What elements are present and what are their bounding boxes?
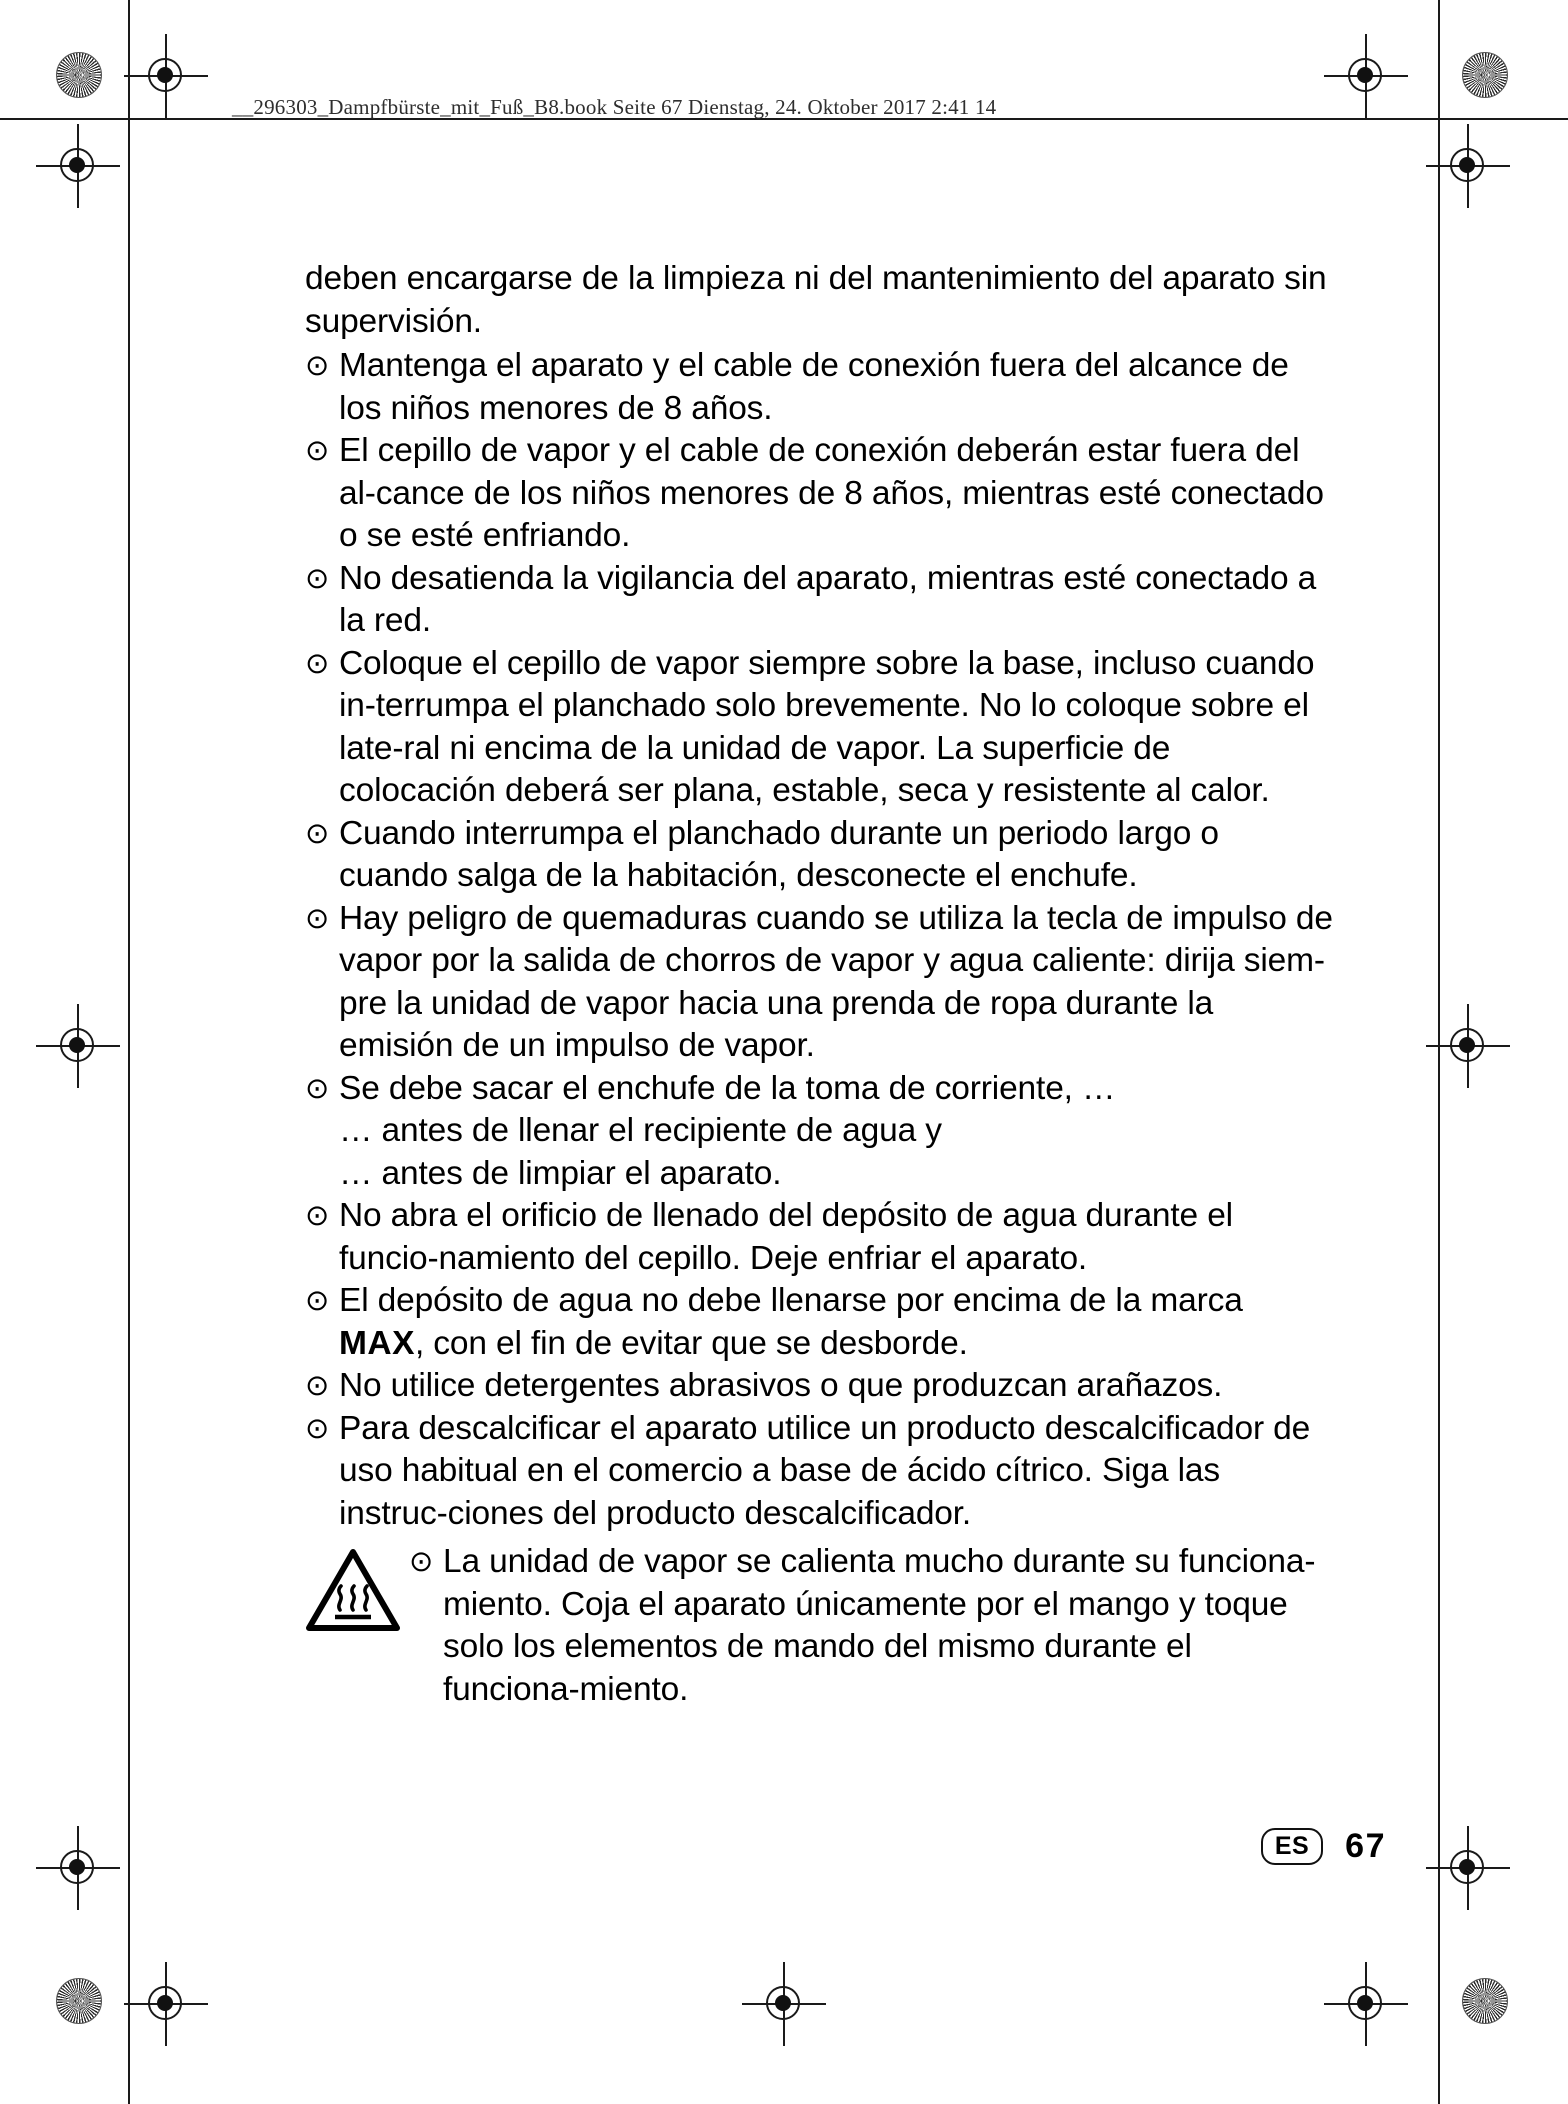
list-item-text: Se debe sacar el enchufe de la toma de corriente, …: [339, 1069, 1116, 1107]
circled-dot-bullet-icon: ⊙: [305, 350, 330, 382]
page-content: [305, 258, 1335, 1711]
continuation-paragraph: deben encargarse de la limpieza ni del mantenimiento del aparato sin supervisión.: [305, 260, 1327, 340]
circled-dot-bullet-icon: ⊙: [305, 1285, 330, 1317]
list-item: [305, 1365, 1335, 1408]
registration-mark-top-left: [140, 50, 192, 102]
registration-mark-left-middle: [52, 1020, 104, 1072]
circled-dot-bullet-icon: ⊙: [305, 435, 330, 467]
list-item-text-before: El depósito de agua no debe llenarse por encima de la marca: [339, 1282, 1243, 1319]
list-item: [305, 430, 1335, 558]
list-item-subline: … antes de llenar el recipiente de agua y: [339, 1112, 942, 1149]
list-item-text: No utilice detergentes abrasivos o que produzcan arañazos.: [339, 1367, 1223, 1404]
registration-mark-bottom-left: [140, 1978, 192, 2030]
list-item: [305, 345, 1335, 430]
starburst-mark-bottom-left: [56, 1978, 102, 2024]
starburst-mark-bottom-right: [1462, 1978, 1508, 2024]
starburst-mark-top-left: [56, 52, 102, 98]
list-item-text-after: , con el fin de evitar que se desborde.: [414, 1324, 968, 1362]
registration-mark-top-right: [1340, 50, 1392, 102]
circled-dot-bullet-icon: ⊙: [305, 902, 330, 935]
list-item-text: No desatienda la vigilancia del aparato, mientras esté conectado a la red.: [339, 559, 1317, 639]
registration-mark-left-upper: [52, 140, 104, 192]
starburst-mark-top-right: [1462, 52, 1508, 98]
list-item-text: No abra el orificio de llenado del depósito de agua durante el funcio-namiento del cepillo. Deje enfriar el aparato.: [339, 1197, 1233, 1277]
registration-mark-right-upper: [1442, 140, 1494, 192]
circled-dot-bullet-icon: ⊙: [305, 647, 330, 680]
circled-dot-bullet-icon: ⊙: [305, 1370, 330, 1402]
registration-mark-bottom-center: [758, 1978, 810, 2030]
hot-surface-warning-triangle-icon: [305, 1541, 409, 1638]
circled-dot-bullet-icon: ⊙: [305, 1072, 330, 1105]
list-item: [305, 813, 1335, 898]
crop-mark-line-left: [128, 0, 130, 2104]
page-number: 67: [1345, 1827, 1386, 1865]
crop-mark-line-right: [1438, 0, 1440, 2104]
circled-dot-bullet-icon: ⊙: [305, 1200, 330, 1232]
list-item-text: Coloque el cepillo de vapor siempre sobre la base, incluso cuando in-terrumpa el planchado solo brevemente. No lo coloque sobre el late-ral ni encima de la unidad de vapor. La superficie de colocación deberá ser plana, estable, seca y resistente al calor.: [339, 644, 1315, 809]
registration-mark-left-lower: [52, 1842, 104, 1894]
registration-mark-bottom-right: [1340, 1978, 1392, 2030]
list-item-subline: … antes de limpiar el aparato.: [339, 1154, 782, 1192]
page-footer: [1261, 1827, 1386, 1866]
language-badge: ES: [1261, 1828, 1323, 1866]
list-item: [305, 1195, 1335, 1280]
circled-dot-bullet-icon: ⊙: [305, 817, 330, 850]
list-item-text: Para descalcificar el aparato utilice un producto descalcificador de uso habitual en el comercio a base de ácido cítrico. Siga las instruc-ciones del producto descalcificador.: [339, 1409, 1311, 1532]
list-item-text: Cuando interrumpa el planchado durante un periodo largo o cuando salga de la habitación, desconecte el enchufe.: [339, 814, 1219, 894]
circled-dot-bullet-icon: ⊙: [305, 1412, 330, 1445]
list-item-text: Hay peligro de quemaduras cuando se utiliza la tecla de impulso de vapor por la salida de chorros de vapor y agua caliente: dirija siem-pre la unidad de vapor hacia una prenda de ropa durante la emisión de un impulso de vapor.: [339, 899, 1333, 1064]
list-item: [305, 1408, 1335, 1536]
list-item: [305, 558, 1335, 643]
warning-note-text: La unidad de vapor se calienta mucho durante su funciona-miento. Coja el aparato únicamente por el mango y toque solo los elementos de mando del mismo durante el funciona-miento.: [443, 1543, 1316, 1708]
warning-note: [305, 1541, 1335, 1711]
list-item-text: El cepillo de vapor y el cable de conexión deberán estar fuera del al-cance de los niños menores de 8 años, mientras esté conectado o se esté enfriando.: [339, 432, 1324, 554]
registration-mark-right-middle: [1442, 1020, 1494, 1072]
running-header: __296303_Dampfbürste_mit_Fuß_B8.book Seite 67 Dienstag, 24. Oktober 2017 2:41 14: [232, 95, 997, 119]
list-item: [305, 643, 1335, 813]
registration-mark-right-lower: [1442, 1842, 1494, 1894]
list-item: [305, 1068, 1335, 1111]
circled-dot-bullet-icon: ⊙: [409, 1546, 434, 1578]
list-item: [305, 898, 1335, 1068]
max-mark-emphasis: MAX: [339, 1324, 415, 1362]
circled-dot-bullet-icon: ⊙: [305, 562, 330, 595]
list-item-text: Mantenga el aparato y el cable de conexión fuera del alcance de los niños menores de 8 años.: [339, 347, 1289, 427]
list-item: [305, 1280, 1335, 1365]
list-item-text: [339, 1280, 1335, 1365]
warning-note-body: [409, 1541, 1335, 1711]
